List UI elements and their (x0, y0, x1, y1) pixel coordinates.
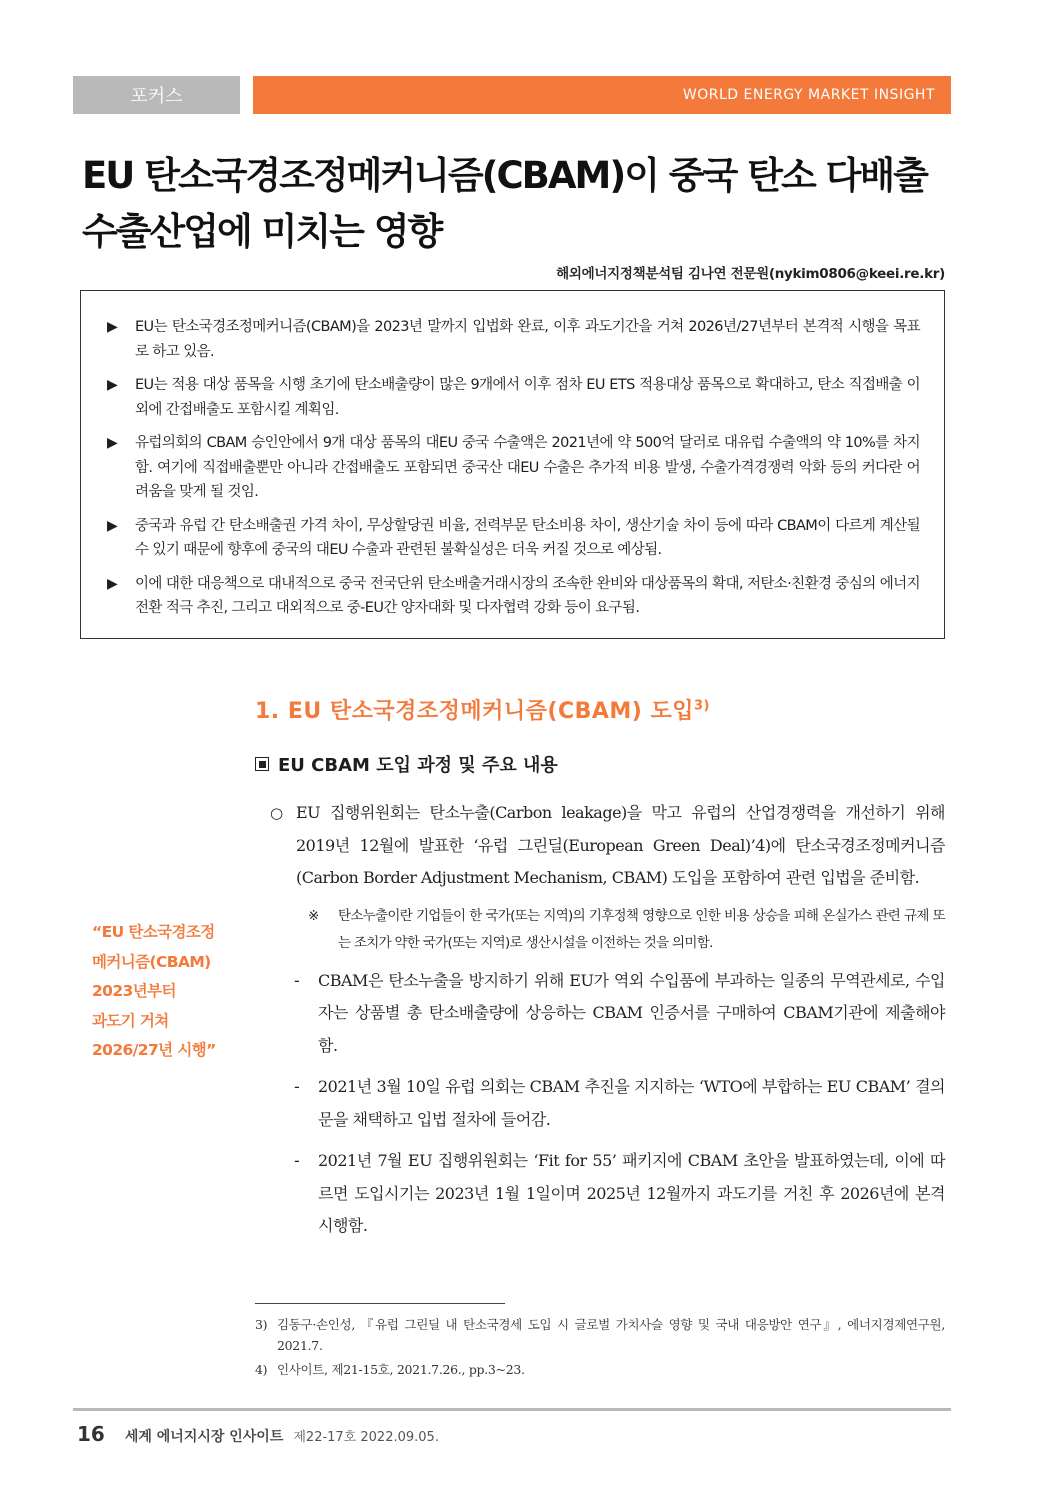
section-heading (255, 694, 710, 725)
footnote-divider (255, 1303, 505, 1304)
dash-item (294, 965, 945, 1063)
sidebar-quote-line: 2026/27년 시행” (92, 1041, 216, 1059)
summary-item (107, 514, 920, 563)
note (308, 903, 945, 957)
dash-item-text: 2021년 7월 EU 집행위원회는 ‘Fit for 55’ 패키지에 CBAM 초안을 발표하였는데, 이에 따르면 도입시기는 2023년 1월 1일이며 2025년 12월까지 과도기를 거친 후 2026년에 본격 시행함. (318, 1151, 945, 1235)
triangle-bullet-icon: ▶ (107, 377, 118, 393)
page-footer (77, 1422, 439, 1446)
section-heading-text: 1. EU 탄소국경조정메커니즘(CBAM) 도입 (255, 699, 695, 724)
dash-item (294, 1145, 945, 1243)
sidebar-quote (92, 918, 232, 1066)
summary-item (107, 572, 920, 621)
dash-item (294, 1071, 945, 1136)
sidebar-quote-line: “EU 탄소국경조정 (92, 923, 215, 941)
dash-item-text: CBAM은 탄소누출을 방지하기 위해 EU가 역외 수입품에 부과하는 일종의 무역관세로, 수입자는 상품별 총 탄소배출량에 상응하는 CBAM 인증서를 구매하여 CBAM기관에 제출해야 함. (318, 970, 945, 1055)
footnote-number: 3) (255, 1317, 268, 1332)
sidebar-quote-line: 메커니즘(CBAM) (92, 952, 211, 971)
summary-item (107, 431, 920, 505)
sidebar-quote-line: 2023년부터 (92, 982, 176, 1000)
square-bullet-icon (255, 757, 269, 771)
triangle-bullet-icon: ▶ (107, 575, 118, 592)
note-text: 탄소누출이란 기업들이 한 국가(또는 지역)의 기후정책 영향으로 인한 비용 상승을 피해 온실가스 관련 규제 또는 조치가 약한 국가(또는 지역)로 생산시설을 이전하는 것을 의미함. (338, 907, 945, 951)
page-number: 16 (77, 1422, 105, 1446)
summary-item-text: 유럽의회의 CBAM 승인안에서 9개 대상 품목의 대EU 중국 수출액은 2021년에 약 500억 달러로 대유럽 수출액의 약 10%를 차지함. 여기에 직접배출뿐만 아니라 간접배출도 포함되면 중국산 대EU 수출은 추가적 비용 발생, 수출가격경쟁력 악화 등의 커다란 어려움을 맞게 될 것임. (135, 435, 920, 500)
series-tab: WORLD ENERGY MARKET INSIGHT (253, 76, 951, 114)
circle-bullet-icon: ○ (270, 804, 283, 822)
author-line: 해외에너지정책분석팀 김나연 전문원(nykim0806@keei.re.kr) (556, 266, 945, 282)
dash-item-text: 2021년 3월 10일 유럽 의회는 CBAM 추진을 지지하는 ‘WTO에 부합하는 EU CBAM’ 결의문을 채택하고 입법 절차에 들어감. (318, 1077, 945, 1129)
paragraph-text: EU 집행위원회는 탄소누출(Carbon leakage)을 막고 유럽의 산업경쟁력을 개선하기 위해 2019년 12월에 발표한 ‘유럽 그린딜(European Green Deal)’4)에 탄소국경조정메커니즘(Carbon Border Adjustment Mechanism, CBAM) 도입을 포함하여 관련 입법을 준비함. (296, 803, 945, 887)
footnote (255, 1314, 945, 1356)
triangle-bullet-icon: ▶ (107, 319, 118, 335)
subheading (255, 751, 558, 777)
footnote-number: 4) (255, 1362, 268, 1377)
summary-item (107, 315, 920, 364)
article-title-line-2: 수출산업에 미치는 영향 (82, 210, 442, 253)
article-title-line-1: EU 탄소국경조정메커니즘(CBAM)이 중국 탄소 다배출 (82, 154, 927, 197)
summary-item-text: EU는 적용 대상 품목을 시행 초기에 탄소배출량이 많은 9개에서 이후 점차 EU ETS 적용대상 품목으로 확대하고, 탄소 직접배출 이외에 간접배출도 포함시킬 계획임. (135, 377, 920, 418)
section-tab: 포커스 (73, 76, 240, 114)
footnote-text: 인사이트, 제21-15호, 2021.7.26., pp.3~23. (277, 1362, 525, 1377)
body-text (270, 797, 945, 1252)
summary-item-text: 이에 대한 대응책으로 대내적으로 중국 전국단위 탄소배출거래시장의 조속한 완비와 대상품목의 확대, 저탄소·친환경 중심의 에너지전환 적극 추진, 그리고 대외적으로 중-EU간 양자대화 및 다자협력 강화 등이 요구됨. (135, 575, 920, 616)
triangle-bullet-icon: ▶ (107, 435, 118, 451)
triangle-bullet-icon: ▶ (107, 517, 118, 534)
subheading-text: EU CBAM 도입 과정 및 주요 내용 (278, 755, 558, 776)
reference-mark-icon: ※ (308, 907, 319, 924)
issue-info: 제22-17호 2022.09.05. (293, 1430, 439, 1445)
sidebar-quote-line: 과도기 거쳐 (92, 1011, 169, 1030)
footnote-ref: 3) (694, 698, 711, 714)
article-title (82, 148, 962, 260)
dash-bullet-icon: - (294, 1077, 300, 1096)
footnotes (255, 1314, 945, 1383)
dash-bullet-icon: - (294, 1151, 300, 1170)
footnote (255, 1359, 945, 1380)
summary-item-text: EU는 탄소국경조정메커니즘(CBAM)을 2023년 말까지 입법화 완료, 이후 과도기간을 거쳐 2026년/27년부터 본격적 시행을 목표로 하고 있음. (135, 319, 920, 360)
footer-divider (73, 1408, 951, 1411)
publication-name: 세계 에너지시장 인사이트 (124, 1429, 284, 1445)
footnote-text: 김동구·손인성, 『유럽 그린딜 내 탄소국경세 도입 시 글로벌 가치사슬 영향 및 국내 대응방안 연구』, 에너지경제연구원, 2021.7. (277, 1317, 945, 1353)
dash-bullet-icon: - (294, 970, 300, 990)
summary-item-text: 중국과 유럽 간 탄소배출권 가격 차이, 무상할당권 비율, 전력부문 탄소비용 차이, 생산기술 차이 등에 따라 CBAM이 다르게 계산될 수 있기 때문에 향후에 중국의 대EU 수출과 관련된 불확실성은 더욱 커질 것으로 예상됨. (135, 517, 920, 558)
paragraph (270, 797, 945, 895)
summary-box (80, 290, 945, 639)
summary-item (107, 373, 920, 422)
